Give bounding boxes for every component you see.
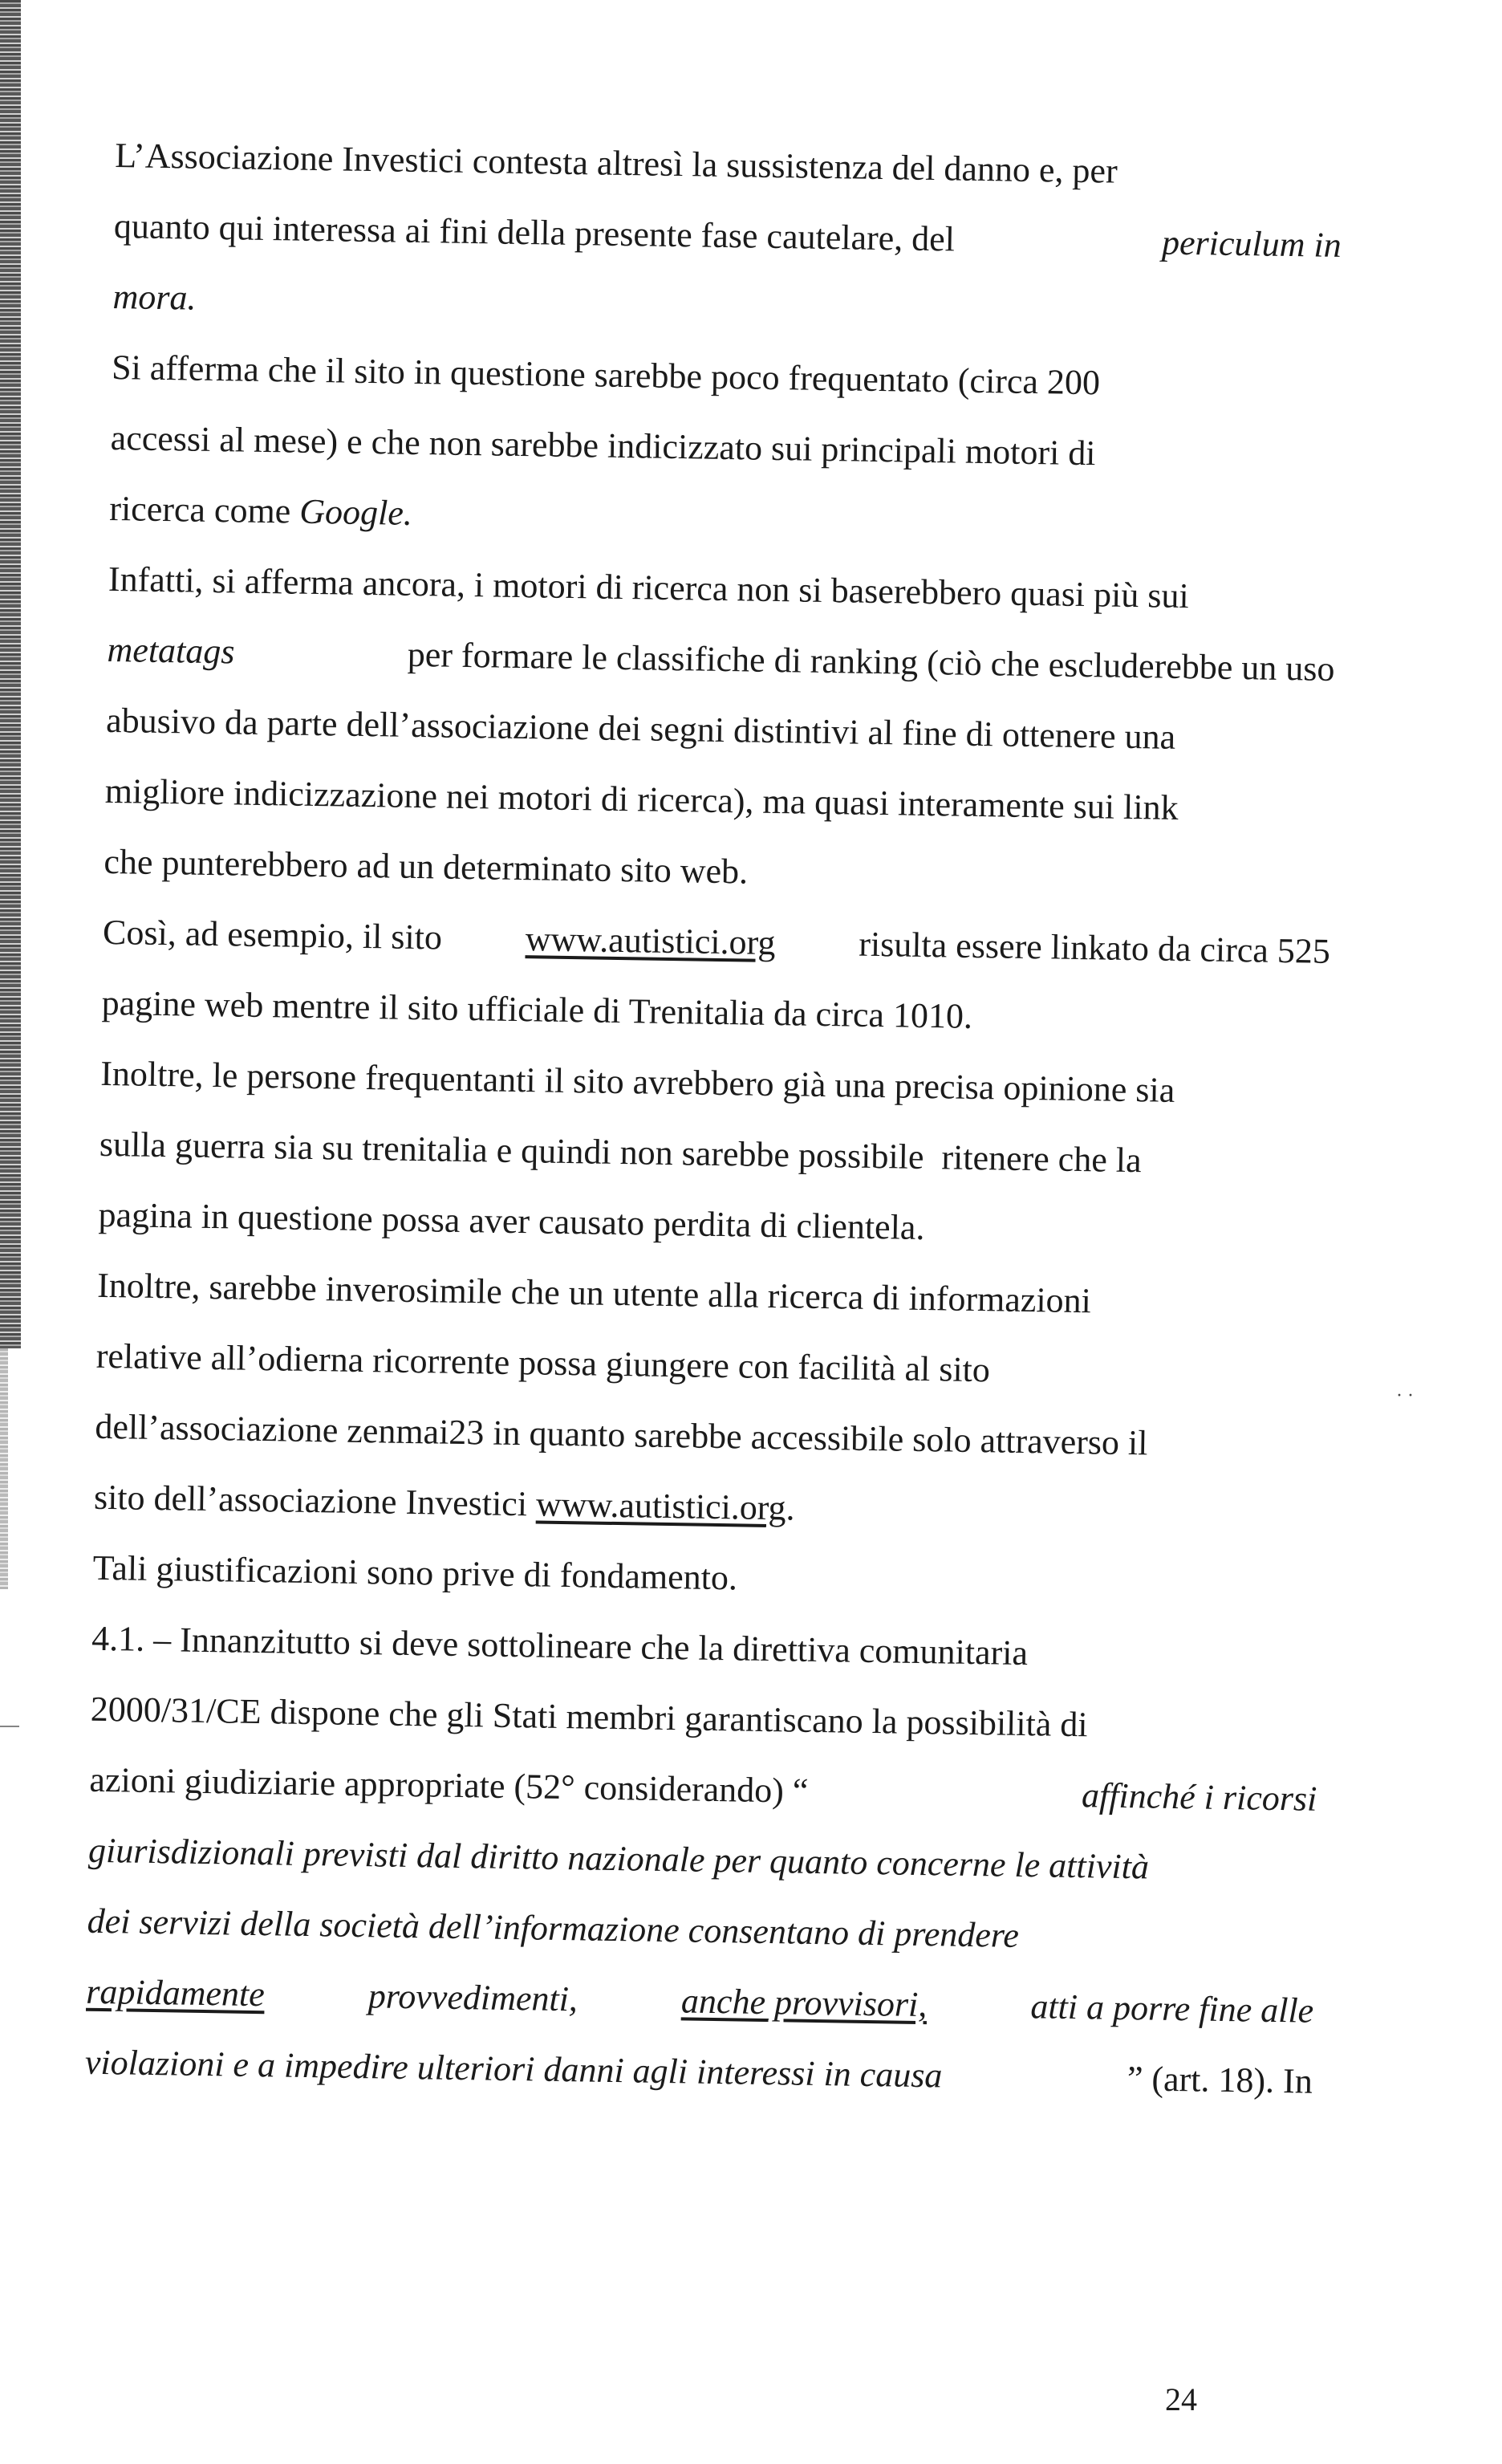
italic-quote-underlined <box>680 1966 928 2040</box>
scan-edge-mark <box>0 1726 19 1727</box>
paragraph-text: Tali giustificazioni sono prive di fondamento. <box>92 1547 738 1598</box>
italic-quote: violazioni e a impedire ulteriori danni agli interessi in causa <box>84 2042 943 2096</box>
italic-quote-underlined <box>86 1957 266 2030</box>
italic-term: periculum in <box>1161 222 1342 266</box>
paragraph-text: che punterebbero ad un determinato sito web. <box>104 841 749 892</box>
document-body <box>84 120 1343 2117</box>
italic-quote: provvedimenti, <box>367 1976 578 2019</box>
scan-edge-shadow <box>0 0 21 1348</box>
paragraph-text: sulla guerra sia su trenitalia e quindi non sarebbe possibile ritenere che la <box>99 1124 1142 1181</box>
paragraph-text: Si afferma che il sito in questione sarebbe poco frequentato (circa 200 <box>111 347 1101 403</box>
italic-quote: dei servizi della società dell’informazione consentano di prendere <box>87 1901 1020 1955</box>
italic-term: mora. <box>112 276 197 318</box>
paragraph-text: 4.1. – Innanzitutto si deve sottolineare che la direttiva comunitaria <box>91 1618 1029 1673</box>
paragraph-text: . <box>786 1488 796 1528</box>
paragraph-text: dell’associazione zenmai23 in quanto sarebbe accessibile solo attraverso il <box>95 1406 1148 1463</box>
underlined-term: anche provvisori, <box>680 1981 928 2025</box>
paragraph-text: pagina in questione possa aver causato perdita di clientela. <box>98 1194 925 1248</box>
paragraph-text: abusivo da parte dell’associazione dei segni distintivi al fine di ottenere una <box>105 700 1176 757</box>
paragraph-text: sito dell’associazione Investici <box>93 1477 528 1524</box>
paragraph-text: relative all’odierna ricorrente possa giungere con facilità al sito <box>95 1336 991 1390</box>
paragraph-text: pagine web mentre il sito ufficiale di Trenitalia da circa 1010. <box>101 982 973 1036</box>
paragraph-text: Inoltre, sarebbe inverosimile che un utente alla ricerca di informazioni <box>96 1265 1092 1321</box>
scan-edge-shadow-lower <box>0 1348 8 1589</box>
underlined-term: rapidamente <box>85 1971 266 2015</box>
paragraph-text: L’Associazione Investici contesta altresì la sussistenza del danno e, per <box>114 135 1118 191</box>
italic-quote: giurisdizionali previsti dal diritto nazionale per quanto concerne le attività <box>87 1830 1150 1887</box>
italic-term: metatags <box>107 629 235 672</box>
scan-specks: · · <box>1396 1385 1414 1406</box>
website-link: www.autistici.org <box>535 1484 787 1528</box>
paragraph-text: risulta essere linkato da circa 525 <box>858 924 1331 971</box>
paragraph-text: Infatti, si afferma ancora, i motori di ricerca non si baserebbero quasi più sui <box>108 559 1190 616</box>
paragraph-text: Così, ad esempio, il sito <box>102 912 443 958</box>
paragraph-text: Inoltre, le persone frequentanti il sito avrebbero già una precisa opinione sia <box>99 1053 1175 1110</box>
website-link: www.autistici.org <box>525 919 776 963</box>
paragraph-text: migliore indicizzazione nei motori di ricerca), ma quasi interamente sui link <box>104 771 1179 827</box>
italic-quote: atti a porre fine alle <box>1030 1986 1314 2031</box>
italic-quote: affinché i ricorsi <box>1081 1775 1317 1819</box>
paragraph-text: accessi al mese) e che non sarebbe indicizzato sui principali motori di <box>110 417 1096 474</box>
paragraph-text: ” (art. 18). In <box>1126 2059 1313 2101</box>
paragraph-text: quanto qui interessa ai fini della presente fase cautelare, del <box>113 205 956 259</box>
paragraph-text: per formare le classifiche di ranking (ciò che escluderebbe un uso <box>407 634 1335 689</box>
paragraph-text: ricerca come <box>109 488 291 531</box>
italic-term: Google. <box>298 491 413 533</box>
paragraph-text: azioni giudiziarie appropriate (52° considerando) “ <box>89 1759 809 1811</box>
paragraph-text: 2000/31/CE dispone che gli Stati membri garantiscano la possibilità di <box>90 1689 1088 1745</box>
page-number: 24 <box>1165 2381 1197 2417</box>
